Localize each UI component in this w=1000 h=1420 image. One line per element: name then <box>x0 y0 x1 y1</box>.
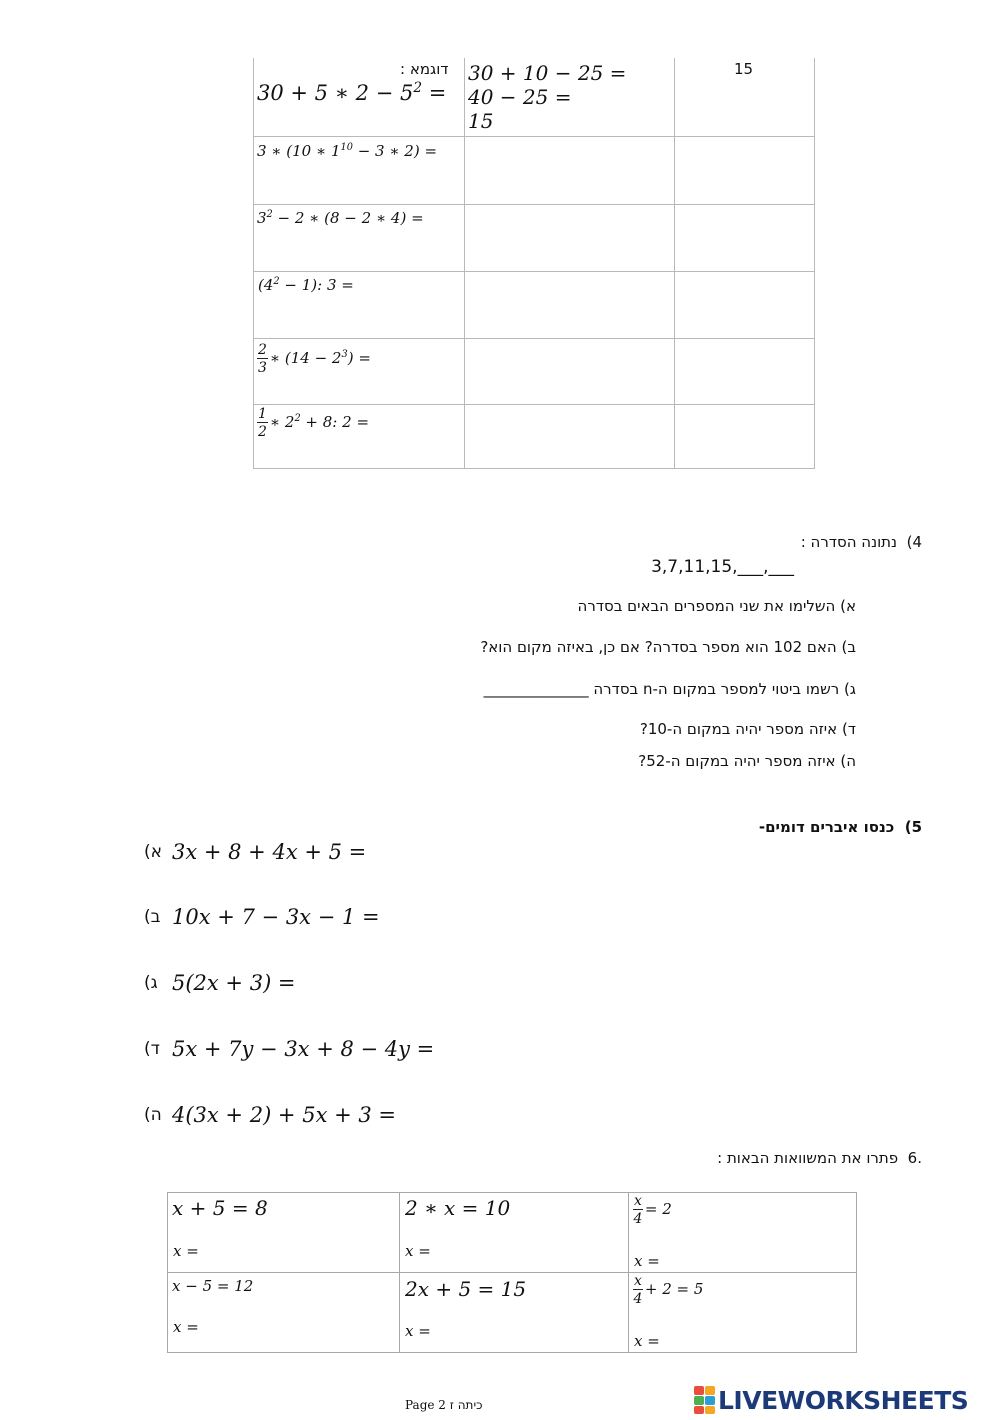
equation-3: $\frac{x}{4}$ = 2 <box>633 1193 672 1227</box>
result-cell[interactable] <box>676 340 812 402</box>
sequence: 3,7,11,15,___,___ <box>651 557 794 577</box>
section-5-heading: 5) כנסו איברים דומים- <box>758 818 922 836</box>
example-label: דוגמא : <box>400 60 449 78</box>
answer-cell[interactable] <box>466 206 672 269</box>
result-cell[interactable] <box>676 406 812 466</box>
example-work: 30 + 10 − 25 = 40 − 25 = 15 <box>468 61 627 133</box>
expression-b: 10x + 7 − 3x − 1 = <box>172 905 380 929</box>
answer-4[interactable]: x = <box>173 1318 199 1336</box>
section-4-heading: 4) נתונה הסדרה : <box>800 533 922 551</box>
question-b: ב) האם 102 הוא מספר בסדרה? אם כן, באיזה מקום הוא? <box>480 638 856 656</box>
question-e: ה) איזה מספר יהיה במקום ה-52? <box>638 752 856 770</box>
fraction: $\frac{1}{2}$ <box>258 406 267 440</box>
expression-d: 5x + 7y − 3x + 8 − 4y = <box>172 1037 435 1061</box>
expression-row-2: 3 ∗ (10 ∗ $1^{10} - 3$ ∗ 2) = <box>257 142 438 160</box>
section-6-heading: .6 פתרו את המשוואות הבאות : <box>717 1149 922 1167</box>
answer-cell[interactable] <box>466 138 672 202</box>
equation-6: $\frac{x}{4}$ + 2 = 5 <box>633 1273 704 1307</box>
answer-2[interactable]: x = <box>405 1242 431 1260</box>
fraction: $\frac{x}{4}$ <box>633 1193 643 1227</box>
question-a: א) השלימו את שני המספרים הבאים בסדרה <box>577 597 856 615</box>
answer-cell[interactable] <box>466 340 672 402</box>
question-d: ד) איזה מספר יהיה במקום ה-10? <box>639 720 856 738</box>
item-label: ה) <box>144 1105 162 1125</box>
equation-1: x + 5 = 8 <box>172 1196 268 1220</box>
expression-row-5: $\frac{2}{3}$ ∗ $(14 - 2^3)$ = <box>258 342 371 376</box>
example-expression: 30 + 5 ∗ $2 - 5^2$ = <box>257 80 447 105</box>
answer-3[interactable]: x = <box>634 1252 660 1270</box>
answer-cell[interactable] <box>466 406 672 466</box>
fraction: $\frac{x}{4}$ <box>633 1273 643 1307</box>
question-c: ג) רשמו ביטוי למספר במקום ה-n בסדרה ______________ <box>483 680 856 698</box>
item-label: ד) <box>144 1039 160 1059</box>
item-label: א) <box>144 842 162 862</box>
expression-a: 3x + 8 + 4x + 5 = <box>172 840 367 864</box>
expression-row-3: $3^2 - 2$ ∗ (8 − 2 ∗ 4) = <box>257 209 424 227</box>
page-footer: Page 2 כיתה ז <box>405 1398 483 1412</box>
equation-5: 2x + 5 = 15 <box>405 1277 527 1301</box>
expression-row-6: $\frac{1}{2}$ ∗ $2^2 + 8$: 2 = <box>258 406 370 440</box>
answer-cell[interactable] <box>466 273 672 336</box>
expression-c: 5(2x + 3) = <box>172 971 296 995</box>
example-result: 15 <box>734 60 754 78</box>
logo-text: LIVEWORKSHEETS <box>718 1385 969 1415</box>
fraction: $\frac{2}{3}$ <box>258 342 267 376</box>
answer-6[interactable]: x = <box>634 1332 660 1350</box>
result-cell[interactable] <box>676 138 812 202</box>
item-label: ב) <box>144 907 161 927</box>
result-cell[interactable] <box>676 206 812 269</box>
liveworksheets-logo <box>694 1385 968 1415</box>
equation-4: x − 5 = 12 <box>172 1277 254 1295</box>
item-label: ג) <box>144 973 158 993</box>
expression-e: 4(3x + 2) + 5x + 3 = <box>172 1103 396 1127</box>
equation-2: 2 ∗ x = 10 <box>405 1196 511 1220</box>
logo-icon <box>694 1386 715 1414</box>
result-cell[interactable] <box>676 273 812 336</box>
answer-1[interactable]: x = <box>173 1242 199 1260</box>
answer-5[interactable]: x = <box>405 1322 431 1340</box>
expression-row-4: $(4^2 - 1)$: 3 = <box>258 276 354 294</box>
